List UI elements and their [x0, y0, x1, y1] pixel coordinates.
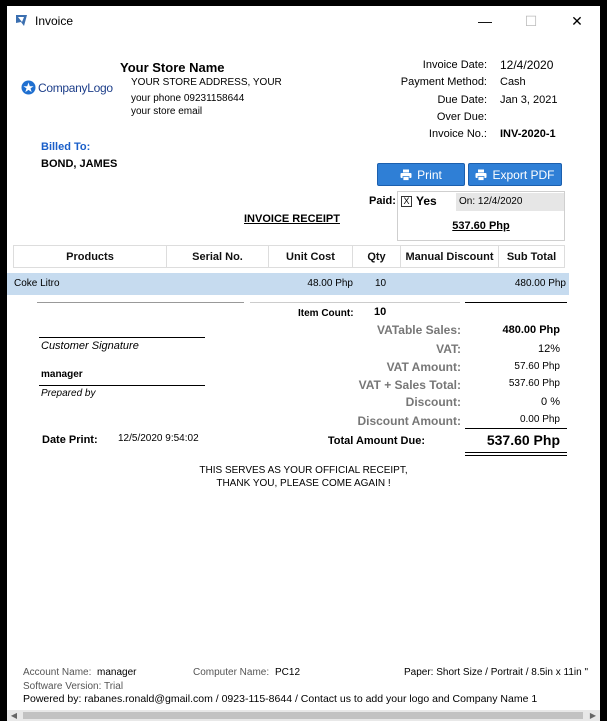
table-row[interactable] [7, 273, 569, 295]
vatable-sales-value: 480.00 Php [502, 324, 560, 336]
paid-on-date: On: 12/4/2020 [456, 193, 564, 211]
separator-left [37, 302, 244, 303]
minimize-button[interactable]: — [478, 13, 492, 29]
billed-to-name: BOND, JAMES [41, 158, 118, 170]
customer-signature-line [39, 337, 205, 338]
discount-amount-value: 0.00 Php [519, 414, 560, 425]
printer-icon [475, 169, 487, 181]
invoice-date: 12/4/2020 [500, 58, 554, 72]
cell-unit-cost: 48.00 Php [307, 278, 353, 289]
paid-checkbox[interactable] [401, 194, 437, 208]
app-icon [15, 14, 28, 27]
account-name-label: Account Name: [23, 667, 92, 678]
payment-method-label: Payment Method: [400, 76, 487, 88]
total-top-line [465, 428, 567, 429]
logo-star-icon [21, 80, 36, 95]
billed-to-label: Billed To: [41, 141, 91, 153]
scroll-right-icon[interactable]: ▶ [589, 711, 597, 720]
horizontal-scrollbar[interactable] [7, 710, 600, 721]
discount-value: 0 % [541, 396, 560, 408]
invoice-no-label: Invoice No.: [428, 128, 487, 140]
paid-amount: 537.60 Php [452, 220, 510, 232]
col-header-unit-cost[interactable]: Unit Cost [269, 246, 353, 268]
export-pdf-button-label: Export PDF [492, 167, 555, 182]
discount-label: Discount: [405, 395, 461, 409]
store-email: your store email [131, 106, 203, 117]
invoice-no: INV-2020-1 [500, 128, 556, 140]
col-header-products[interactable]: Products [13, 246, 167, 268]
separator-right [465, 302, 567, 303]
vat-sales-total-label: VAT + Sales Total: [358, 378, 461, 392]
discount-amount-label: Discount Amount: [357, 414, 461, 428]
cell-qty: 10 [375, 278, 387, 289]
scrollbar-thumb[interactable] [23, 712, 583, 719]
cell-product: Coke Litro [14, 278, 60, 289]
vatable-sales-label: VATable Sales: [376, 323, 461, 337]
item-count-value: 10 [374, 306, 387, 318]
title-bar [7, 6, 600, 36]
date-print-value: 12/5/2020 9:54:02 [118, 433, 199, 444]
cell-subtotal: 480.00 Php [514, 278, 566, 289]
software-version: Software Version: Trial [23, 681, 124, 692]
vat-label: VAT: [436, 342, 461, 356]
over-due-label: Over Due: [436, 111, 487, 123]
total-amount-value: 537.60 Php [486, 432, 560, 448]
vat-value: 12% [537, 343, 560, 355]
total-amount-label: Total Amount Due: [327, 435, 425, 447]
computer-name-label: Computer Name: [193, 667, 270, 678]
due-date-label: Due Date: [437, 94, 487, 106]
print-button[interactable] [377, 163, 465, 186]
due-date: Jan 3, 2021 [500, 94, 558, 106]
separator-middle [250, 302, 460, 303]
maximize-button[interactable]: ☐ [524, 13, 538, 29]
logo-text: CompanyLogo [38, 80, 113, 95]
printer-icon [400, 169, 412, 181]
invoice-window [7, 6, 600, 721]
store-phone: your phone 09231158644 [131, 93, 245, 104]
paid-check-mark: X [401, 196, 412, 207]
col-header-subtotal[interactable]: Sub Total [499, 246, 565, 268]
print-button-label: Print [417, 167, 442, 182]
col-header-manual-discount[interactable]: Manual Discount [401, 246, 499, 268]
payment-method: Cash [500, 76, 526, 88]
computer-name-value: PC12 [275, 667, 301, 678]
col-header-serial[interactable]: Serial No. [167, 246, 269, 268]
export-pdf-button[interactable] [468, 163, 562, 186]
prepared-by-label: Prepared by [41, 388, 96, 399]
customer-signature-label: Customer Signature [41, 340, 139, 352]
account-name-value: manager [97, 667, 137, 678]
prepared-by-line [39, 385, 205, 386]
vat-amount-label: VAT Amount: [386, 360, 461, 374]
total-double-line-1 [465, 452, 567, 453]
paid-label: Paid: [369, 195, 396, 207]
invoice-receipt-title: INVOICE RECEIPT [244, 213, 340, 225]
powered-by: Powered by: rabanes.ronald@gmail.com / 0923-115-8644 / Contact us to add your logo and Company Name 1 [23, 693, 538, 705]
total-double-line-2 [465, 455, 567, 456]
vat-sales-total-value: 537.60 Php [508, 378, 560, 389]
date-print-label: Date Print: [42, 434, 98, 446]
vat-amount-value: 57.60 Php [514, 361, 560, 372]
item-count-label: Item Count: [298, 308, 354, 319]
window-title: Invoice [35, 14, 74, 28]
invoice-date-label: Invoice Date: [422, 59, 487, 71]
scroll-left-icon[interactable]: ◀ [10, 711, 18, 720]
paper-info: Paper: Short Size / Portrait / 8.5in x 11in " [404, 667, 589, 678]
store-address: YOUR STORE ADDRESS, YOUR [131, 77, 282, 88]
close-button[interactable]: ✕ [571, 13, 583, 29]
preparer-name: manager [41, 369, 83, 380]
company-logo [21, 80, 113, 95]
store-name: Your Store Name [120, 60, 225, 75]
official-receipt-message: THIS SERVES AS YOUR OFFICIAL RECEIPT, [199, 465, 408, 476]
col-header-qty[interactable]: Qty [353, 246, 401, 268]
paid-yes-label: Yes [416, 194, 437, 208]
thank-you-message: THANK YOU, PLEASE COME AGAIN ! [216, 478, 391, 489]
